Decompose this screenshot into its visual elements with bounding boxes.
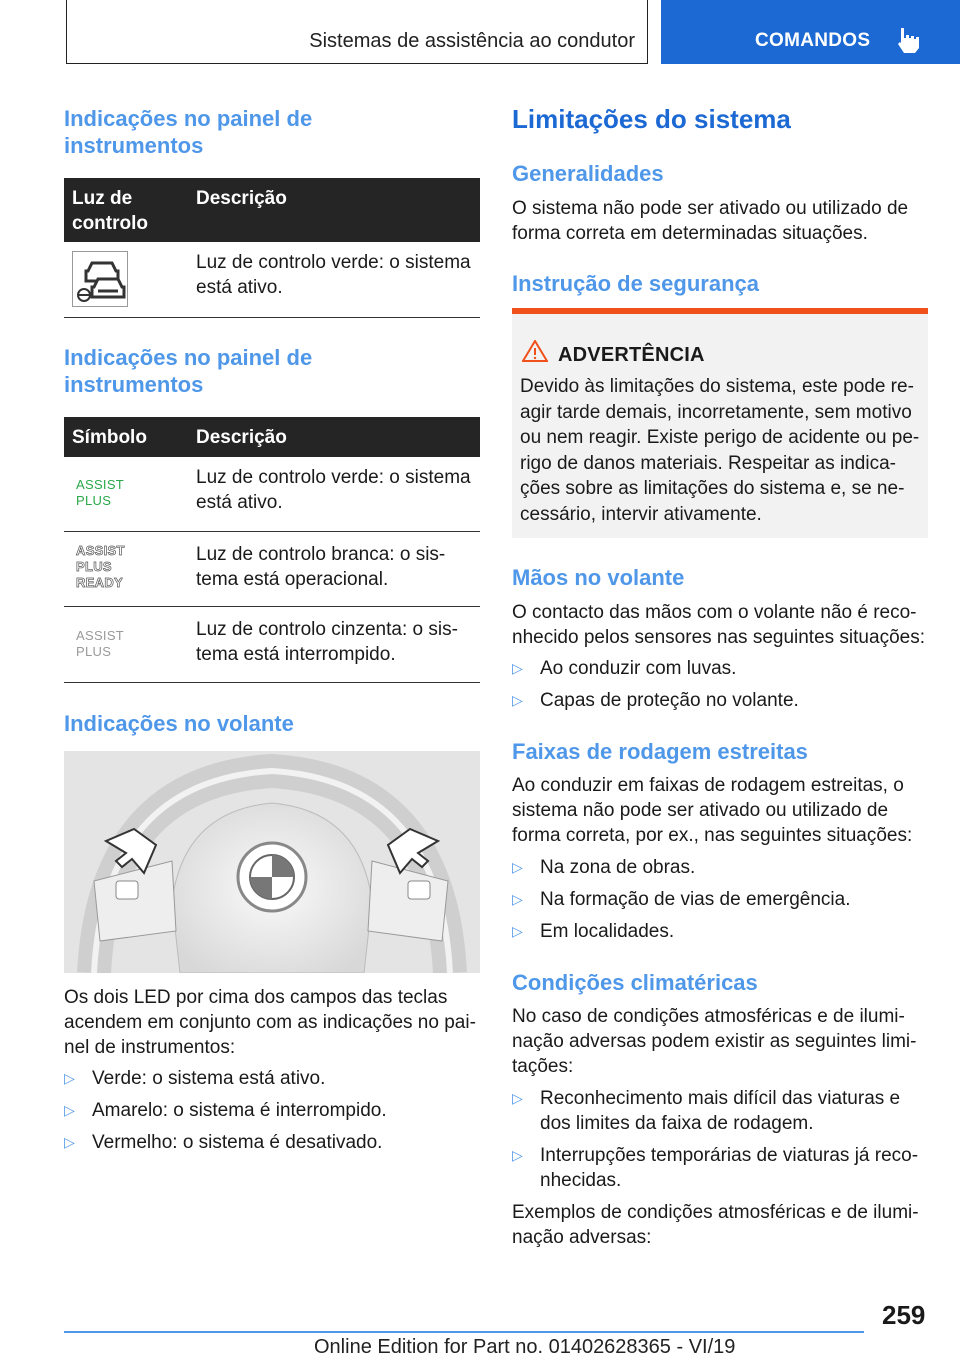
header-section-box xyxy=(66,0,648,64)
header-section-title: Sistemas de assistência ao condutor xyxy=(309,30,635,52)
assist-plus-green-icon: ASSIST PLUS xyxy=(76,477,125,508)
heading-panel-1: Indicações no painel de instrumentos xyxy=(64,106,313,158)
warning-box xyxy=(512,308,928,538)
table2-row-3: ASSIST PLUS Luz de controlo cinzenta: o sis- tema está interrompido. xyxy=(64,607,480,683)
table2-header: Símbolo Descrição xyxy=(64,417,480,457)
heading-general: Generalidades xyxy=(512,161,664,186)
heading-panel-2: Indicações no painel de instrumentos xyxy=(64,345,313,397)
footer-edition: Online Edition for Part no. 01402628365 - VI/19 xyxy=(314,1336,736,1358)
warning-title: ADVERTÊNCIA xyxy=(558,344,705,366)
header-tab-label: COMANDOS xyxy=(755,30,871,51)
weather-text: No caso de condições atmosféricas e de ilumi- nação adversas podem existir as seguintes limi- tações: xyxy=(512,1006,917,1077)
table1-header: Luz de controlo Descrição xyxy=(64,178,480,242)
footer-divider xyxy=(64,1331,864,1333)
lane-assist-car-icon xyxy=(72,251,128,307)
table2-row-1: ASSIST PLUS Luz de controlo verde: o sistema está ativo. xyxy=(64,457,480,532)
warning-text: Devido às limitações do sistema, este pode re- agir tarde demais, incorretamente, sem motivo ou nem reagir. Existe perigo de acidente ou pe- rigo de danos materiais. Respeitar as indica- ções sobre as limitações do sistema e, se ne- cessário, intervir ativamente. xyxy=(520,376,920,525)
table2-row-2: ASSIST PLUS READY Luz de controlo branca: o sis- tema está operacional. xyxy=(64,532,480,607)
steering-wheel-illustration xyxy=(64,751,480,973)
heading-weather: Condições climatéricas xyxy=(512,970,758,995)
heading-hands: Mãos no volante xyxy=(512,565,685,590)
warning-triangle-icon xyxy=(522,340,548,362)
hand-pointer-icon xyxy=(895,26,921,54)
hands-text: O contacto das mãos com o volante não é reco- nhecido pelos sensores nas seguintes situações: xyxy=(512,602,925,648)
table1-row: Luz de controlo verde: o sistema está ativo. xyxy=(64,242,480,318)
assist-plus-ready-icon: ASSIST PLUS READY xyxy=(76,543,125,590)
examples-text: Exemplos de condições atmosféricas e de ilumi- nação adversas: xyxy=(512,1202,919,1248)
page-number: 259 xyxy=(882,1300,926,1330)
heading-safety: Instrução de segurança xyxy=(512,271,759,296)
heading-limits: Limitações do sistema xyxy=(512,104,791,134)
general-text: O sistema não pode ser ativado ou utilizado de forma correta em determinadas situações. xyxy=(512,198,909,244)
narrow-text: Ao conduzir em faixas de rodagem estreitas, o sistema não pode ser ativado ou utilizado de forma correta, por ex., nas seguintes situações: xyxy=(512,775,913,846)
wheel-description: Os dois LED por cima dos campos das teclas acendem em conjunto com as indicações no pai- nel de instrumentos: xyxy=(64,987,476,1058)
heading-narrow: Faixas de rodagem estreitas xyxy=(512,739,808,764)
assist-plus-grey-icon: ASSIST PLUS xyxy=(76,628,125,659)
heading-wheel: Indicações no volante xyxy=(64,711,294,736)
